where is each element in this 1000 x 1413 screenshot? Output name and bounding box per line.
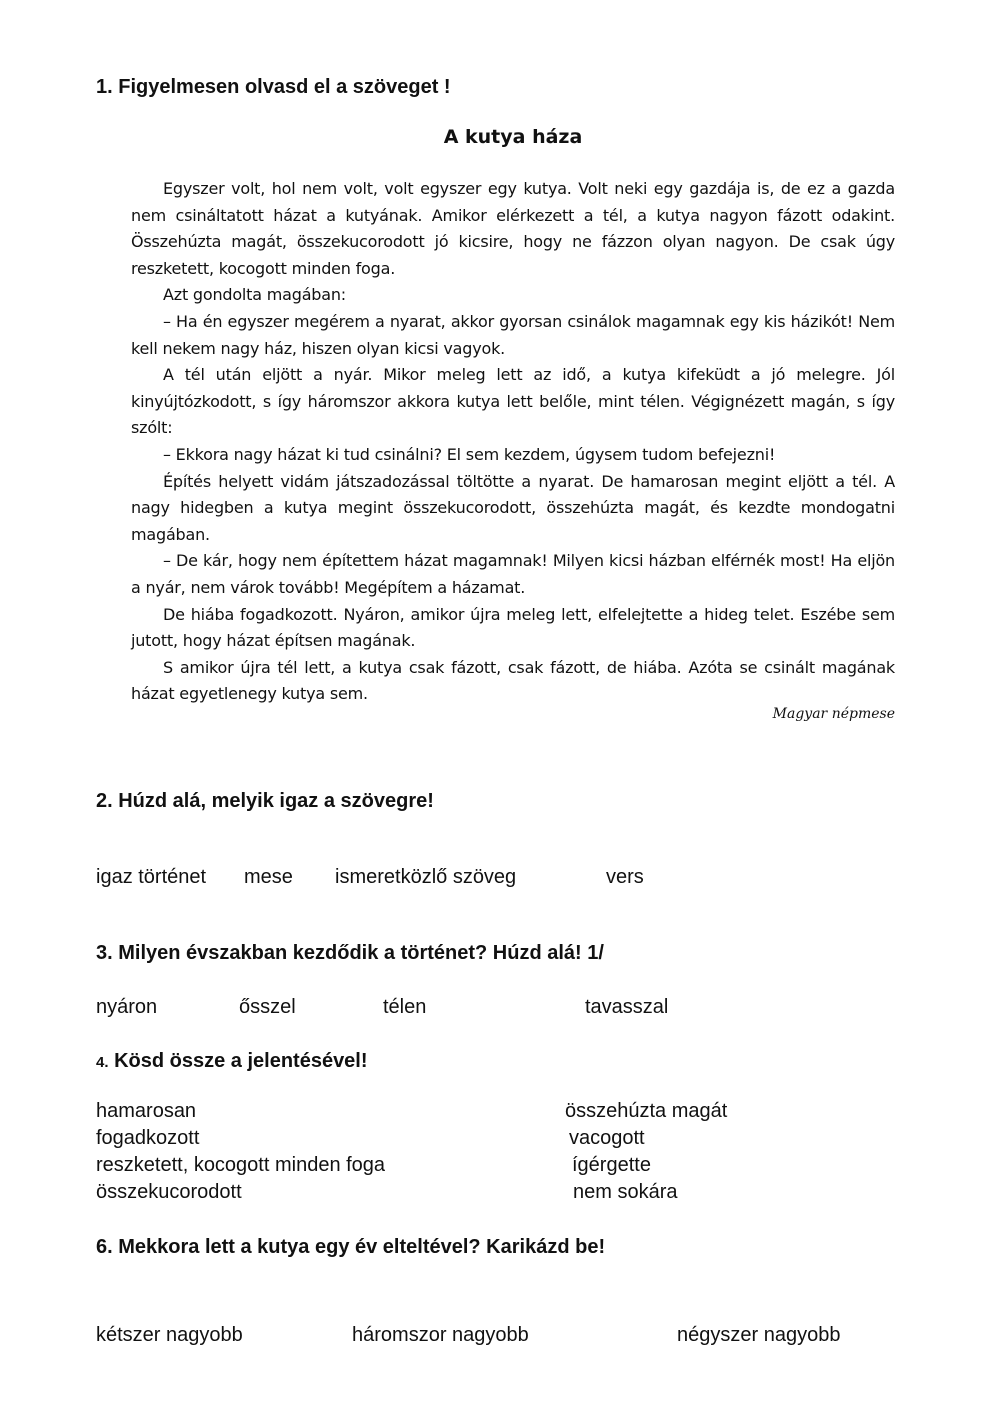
q6-option[interactable]: kétszer nagyobb bbox=[96, 1324, 243, 1346]
story-paragraph: Azt gondolta magában: bbox=[163, 285, 346, 305]
q2-option[interactable]: mese bbox=[244, 866, 293, 888]
q4-right-item[interactable]: nem sokára bbox=[573, 1181, 678, 1203]
q3-option[interactable]: ősszel bbox=[239, 996, 296, 1018]
q2-option[interactable]: igaz történet bbox=[96, 866, 207, 888]
q3-option[interactable]: nyáron bbox=[96, 996, 158, 1018]
story-paragraph: – Ha én egyszer megérem a nyarat, akkor gyorsan csinálok magamnak egy kis házikót! Nem kell nekem nagy ház, hiszen olyan kicsi vagyok. bbox=[131, 311, 895, 358]
q4-left-item[interactable]: fogadkozott bbox=[96, 1127, 200, 1149]
q4-number: 4. bbox=[96, 1054, 109, 1071]
q6-title: 6. Mekkora lett a kutya egy év elteltével? Karikázd be! bbox=[96, 1236, 606, 1258]
q4-left-item[interactable]: összekucorodott bbox=[96, 1181, 242, 1203]
story-paragraph: – Ekkora nagy házat ki tud csinálni? El sem kezdem, úgysem tudom befejezni! bbox=[163, 444, 776, 464]
q4-title: Kösd össze a jelentésével! bbox=[114, 1050, 368, 1072]
story-paragraph: S amikor újra tél lett, a kutya csak fázott, csak fázott, de hiába. Azóta se csinált magának házat egyetlenegy kutya sem. bbox=[131, 657, 895, 704]
q2-title: 2. Húzd alá, melyik igaz a szövegre! bbox=[96, 790, 434, 812]
q4-left-item[interactable]: hamarosan bbox=[96, 1100, 197, 1122]
q6-option[interactable]: háromszor nagyobb bbox=[352, 1324, 529, 1346]
q4-right-item[interactable]: vacogott bbox=[569, 1127, 645, 1149]
story-paragraph: De hiába fogadkozott. Nyáron, amikor újra meleg lett, elfelejtette a hideg telet. Eszébe sem jutott, hogy házat építsen magának. bbox=[131, 604, 895, 651]
story-paragraph: A tél után eljött a nyár. Mikor meleg lett az idő, a kutya kifeküdt a jó melegre. Jól kinyújtózkodott, s így háromszor akkora kutya lett belőle, mint télen. Végignézett magán, s így szólt: bbox=[131, 365, 895, 438]
story-paragraph: Egyszer volt, hol nem volt, volt egyszer egy kutya. Volt neki egy gazdája is, de ez a gazda nem csináltatott házat a kutyának. Amikor elérkezett a tél, a kutya nagyon fázott odakint. Összehúzta magát, összekucorodott jó kicsire, hogy ne fázzon olyan nagyon. De csak úgy reszketett, kocogott minden foga. bbox=[131, 179, 895, 278]
q4-right-item[interactable]: ígérgette bbox=[572, 1154, 651, 1176]
story-text bbox=[131, 176, 895, 708]
q1-title: 1. Figyelmesen olvasd el a szöveget ! bbox=[96, 76, 451, 98]
q2-option[interactable]: vers bbox=[606, 866, 644, 888]
q3-option[interactable]: tavasszal bbox=[585, 996, 669, 1018]
story-paragraph: – De kár, hogy nem építettem házat magamnak! Milyen kicsi házban elférnék most! Ha eljön a nyár, nem várok tovább! Megépítem a házamat. bbox=[131, 551, 895, 597]
q2-option[interactable]: ismeretközlő szöveg bbox=[335, 866, 517, 888]
q4-left-item[interactable]: reszketett, kocogott minden foga bbox=[96, 1154, 386, 1176]
q6-option[interactable]: négyszer nagyobb bbox=[677, 1324, 841, 1346]
story-paragraph: Építés helyett vidám játszadozással töltötte a nyarat. De hamarosan megint eljött a tél. A nagy hidegben a kutya megint összekucorodott, összehúzta magát, és kezdte mondogatni magában. bbox=[131, 471, 895, 544]
story-title: A kutya háza bbox=[443, 126, 583, 148]
story-source: Magyar népmese bbox=[772, 706, 895, 722]
q4-heading bbox=[96, 1050, 368, 1073]
q3-title: 3. Milyen évszakban kezdődik a történet? Húzd alá! 1/ bbox=[96, 942, 604, 964]
q3-option[interactable]: télen bbox=[383, 996, 427, 1018]
q4-right-item[interactable]: összehúzta magát bbox=[565, 1100, 728, 1122]
